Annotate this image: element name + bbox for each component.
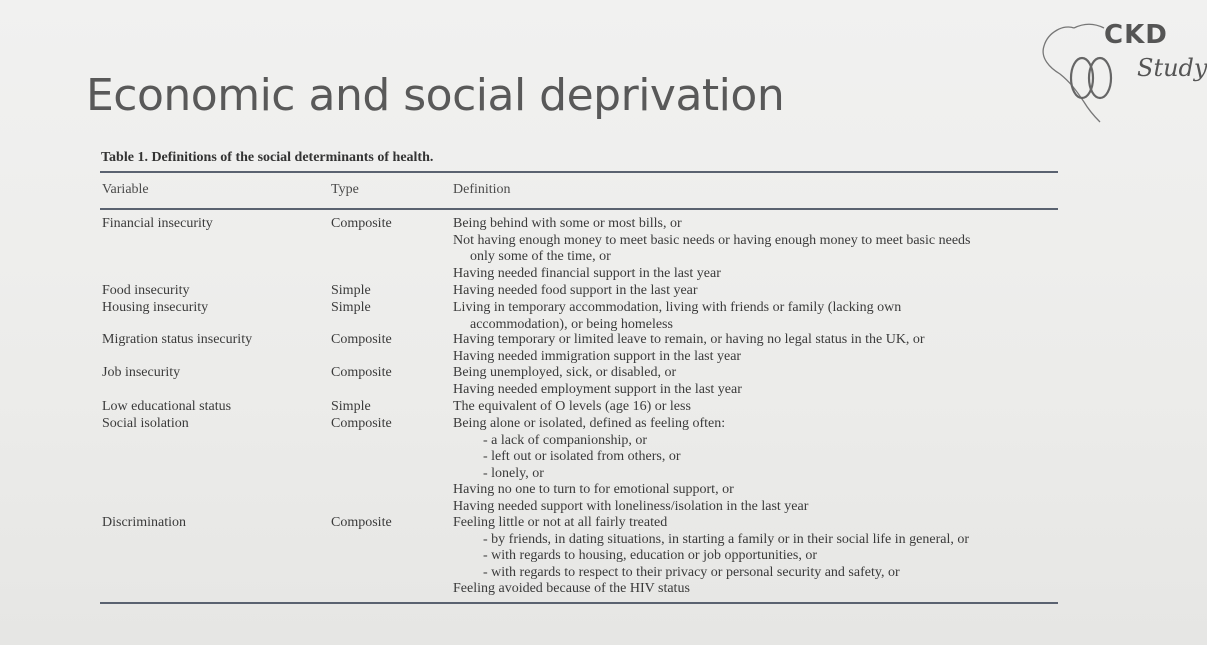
logo-study-text: Study (1137, 54, 1207, 82)
column-header-definition: Definition (453, 182, 511, 197)
definition-line: Being alone or isolated, defined as feeling often: (453, 416, 726, 431)
definition-line: Having needed food support in the last year (453, 283, 698, 298)
table-header-rule (100, 208, 1058, 210)
table-cell-definition (453, 300, 901, 333)
table-cell-variable: Migration status insecurity (102, 332, 253, 347)
table-bottom-rule (100, 602, 1058, 604)
table-cell-definition (453, 332, 925, 365)
definition-line: - a lack of companionship, or (483, 432, 648, 448)
table-cell-type: Simple (331, 283, 371, 298)
definition-line: - with regards to housing, education or job opportunities, or (483, 548, 817, 563)
definition-line: - left out or isolated from others, or (483, 449, 681, 464)
table-cell-type: Composite (331, 416, 392, 431)
table-caption: Table 1. Definitions of the social determinants of health. (101, 150, 434, 165)
table-cell-definition (453, 416, 808, 515)
table-cell-definition (453, 515, 969, 598)
table-cell-type: Composite (331, 332, 392, 347)
table-cell-definition (453, 365, 742, 398)
column-header-type: Type (331, 182, 359, 197)
table-cell-type: Composite (331, 216, 392, 231)
definition-line: - by friends, in dating situations, in starting a family or in their social life in general, or (483, 531, 969, 547)
ckd-study-logo (1034, 10, 1207, 125)
definition-line: Living in temporary accommodation, living with friends or family (lacking own (453, 300, 902, 315)
logo-ckd-text: CKD (1104, 20, 1168, 50)
definition-line: - lonely, or (483, 465, 544, 481)
definition-line: Being behind with some or most bills, or (453, 216, 682, 231)
table-cell-type: Composite (331, 365, 392, 380)
definition-line: Having no one to turn to for emotional support, or (453, 482, 734, 497)
definition-line: Having temporary or limited leave to remain, or having no legal status in the UK, or (453, 332, 925, 347)
definition-line: Having needed immigration support in the last year (453, 348, 742, 364)
table-cell-variable: Financial insecurity (102, 216, 213, 231)
definition-line: The equivalent of O levels (age 16) or less (453, 399, 691, 414)
table-top-rule (100, 171, 1058, 173)
definition-line: Having needed support with loneliness/isolation in the last year (453, 498, 809, 514)
definition-line: Not having enough money to meet basic needs or having enough money to meet basic needs (453, 232, 971, 248)
table-cell-variable: Social isolation (102, 416, 189, 431)
slide-title: Economic and social deprivation (86, 70, 785, 121)
column-header-variable: Variable (102, 182, 149, 197)
table-cell-variable: Food insecurity (102, 283, 190, 298)
definition-line: only some of the time, or (470, 249, 611, 264)
definition-line: - with regards to respect to their privacy or personal security and safety, or (483, 564, 900, 580)
table-cell-variable: Low educational status (102, 399, 232, 414)
definition-line: Feeling avoided because of the HIV status (453, 581, 690, 596)
table-cell-type: Simple (331, 399, 371, 414)
definition-line: accommodation), or being homeless (470, 316, 673, 332)
table-cell-definition (453, 283, 698, 300)
table-cell-variable: Job insecurity (102, 365, 181, 380)
table-cell-type: Simple (331, 300, 371, 315)
table-cell-type: Composite (331, 515, 392, 530)
definition-line: Having needed financial support in the last year (453, 265, 721, 281)
definition-line: Being unemployed, sick, or disabled, or (453, 365, 677, 380)
definition-line: Having needed employment support in the last year (453, 381, 742, 397)
table-cell-definition (453, 399, 691, 416)
table-cell-variable: Housing insecurity (102, 300, 209, 315)
table-cell-definition (453, 216, 970, 282)
definition-line: Feeling little or not at all fairly treated (453, 515, 668, 530)
table-cell-variable: Discrimination (102, 515, 186, 530)
